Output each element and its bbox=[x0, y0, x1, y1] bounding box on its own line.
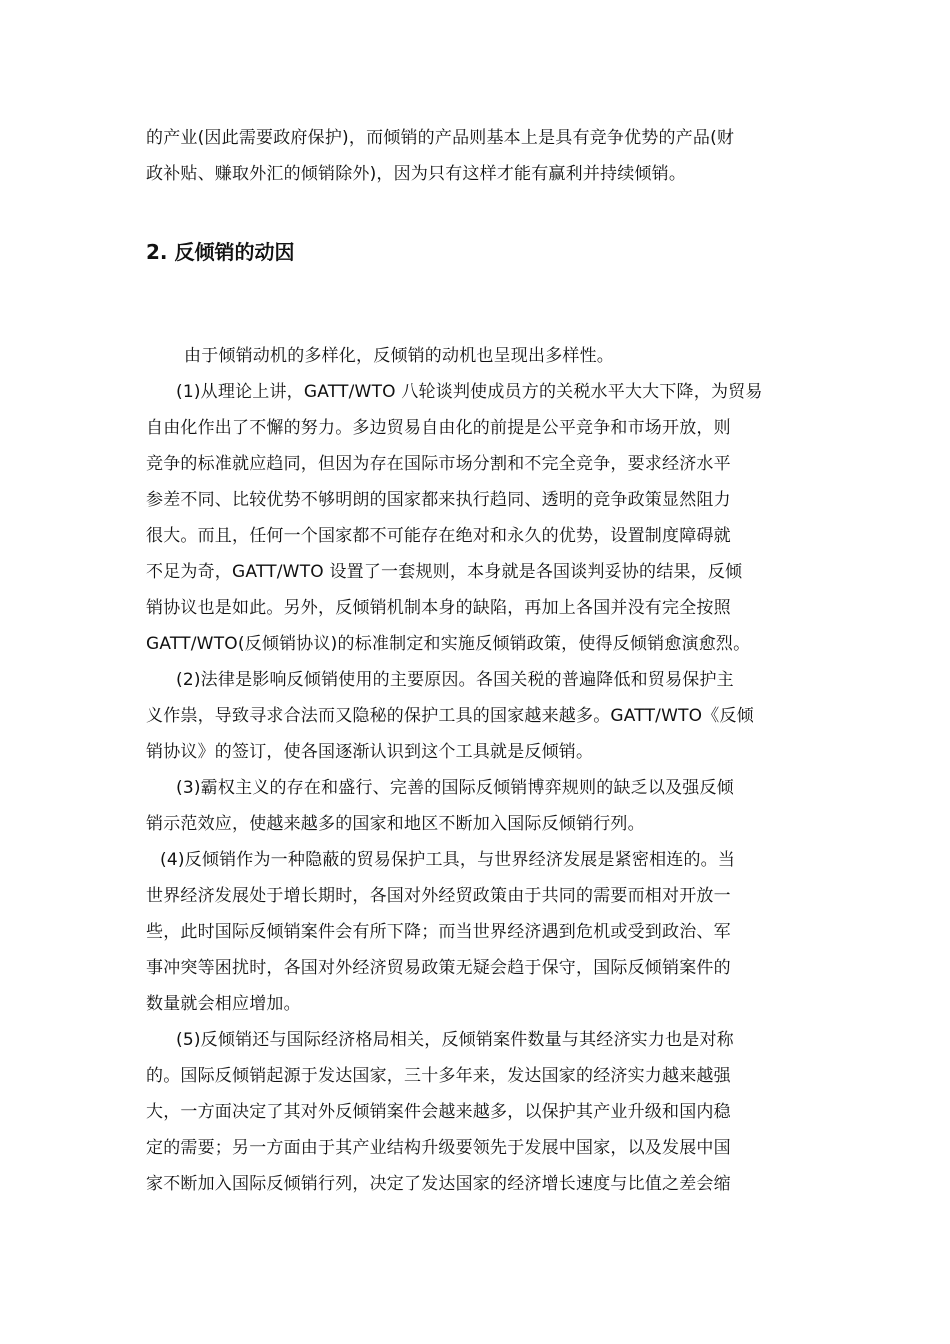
body-line-5: 参差不同、比较优势不够明朗的国家都来执行趋同、透明的竞争政策显然阻力 bbox=[146, 490, 731, 510]
body-line-9: GATT/WTO(反倾销协议)的标准制定和实施反倾销政策，使得反倾销愈演愈烈。 bbox=[146, 634, 751, 654]
body-line-23: 定的需要；另一方面由于其产业结构升级要领先于发展中国家，以及发展中国 bbox=[146, 1138, 731, 1158]
body-line-7: 不足为奇，GATT/WTO 设置了一套规则，本身就是各国谈判妥协的结果，反倾 bbox=[146, 562, 743, 582]
body-line-19: 数量就会相应增加。 bbox=[146, 994, 301, 1014]
body-line-10: (2)法律是影响反倾销使用的主要原因。各国关税的普遍降低和贸易保护主 bbox=[176, 670, 734, 690]
body-line-24: 家不断加入国际反倾销行列，决定了发达国家的经济增长速度与比值之差会缩 bbox=[146, 1174, 731, 1194]
body-line-3: 自由化作出了不懈的努力。多边贸易自由化的前提是公平竞争和市场开放，则 bbox=[146, 418, 731, 438]
body-line-12: 销协议》的签订，使各国逐渐认识到这个工具就是反倾销。 bbox=[146, 742, 594, 762]
body-line-6: 很大。而且，任何一个国家都不可能存在绝对和永久的优势，设置制度障碍就 bbox=[146, 526, 731, 546]
body-line-16: 世界经济发展处于增长期时，各国对外经贸政策由于共同的需要而相对开放一 bbox=[146, 886, 731, 906]
body-line-2: (1)从理论上讲，GATT/WTO 八轮谈判使成员方的关税水平大大下降，为贸易 bbox=[176, 382, 763, 402]
intro-line-1: 的产业(因此需要政府保护)，而倾销的产品则基本上是具有竞争优势的产品(财 bbox=[146, 128, 735, 148]
body-line-18: 事冲突等困扰时，各国对外经济贸易政策无疑会趋于保守，国际反倾销案件的 bbox=[146, 958, 731, 978]
body-line-22: 大，一方面决定了其对外反倾销案件会越来越多，以保护其产业升级和国内稳 bbox=[146, 1102, 731, 1122]
body-line-14: 销示范效应，使越来越多的国家和地区不断加入国际反倾销行列。 bbox=[146, 814, 645, 834]
intro-line-2: 政补贴、赚取外汇的倾销除外)，因为只有这样才能有赢利并持续倾销。 bbox=[146, 164, 687, 184]
body-line-20: (5)反倾销还与国际经济格局相关，反倾销案件数量与其经济实力也是对称 bbox=[176, 1030, 734, 1050]
section-heading: 2. 反倾销的动因 bbox=[146, 240, 295, 264]
body-line-13: (3)霸权主义的存在和盛行、完善的国际反倾销博弈规则的缺乏以及强反倾 bbox=[176, 778, 734, 798]
body-line-15: (4)反倾销作为一种隐蔽的贸易保护工具，与世界经济发展是紧密相连的。当 bbox=[160, 850, 736, 870]
body-line-8: 销协议也是如此。另外，反倾销机制本身的缺陷，再加上各国并没有完全按照 bbox=[146, 598, 731, 618]
body-line-17: 些，此时国际反倾销案件会有所下降；而当世界经济遇到危机或受到政治、军 bbox=[146, 922, 731, 942]
body-line-21: 的。国际反倾销起源于发达国家，三十多年来，发达国家的经济实力越来越强 bbox=[146, 1066, 731, 1086]
body-line-11: 义作祟，导致寻求合法而又隐秘的保护工具的国家越来越多。GATT/WTO《反倾 bbox=[146, 706, 754, 726]
body-line-4: 竞争的标准就应趋同，但因为存在国际市场分割和不完全竞争，要求经济水平 bbox=[146, 454, 731, 474]
body-line-1: 由于倾销动机的多样化，反倾销的动机也呈现出多样性。 bbox=[184, 346, 614, 366]
